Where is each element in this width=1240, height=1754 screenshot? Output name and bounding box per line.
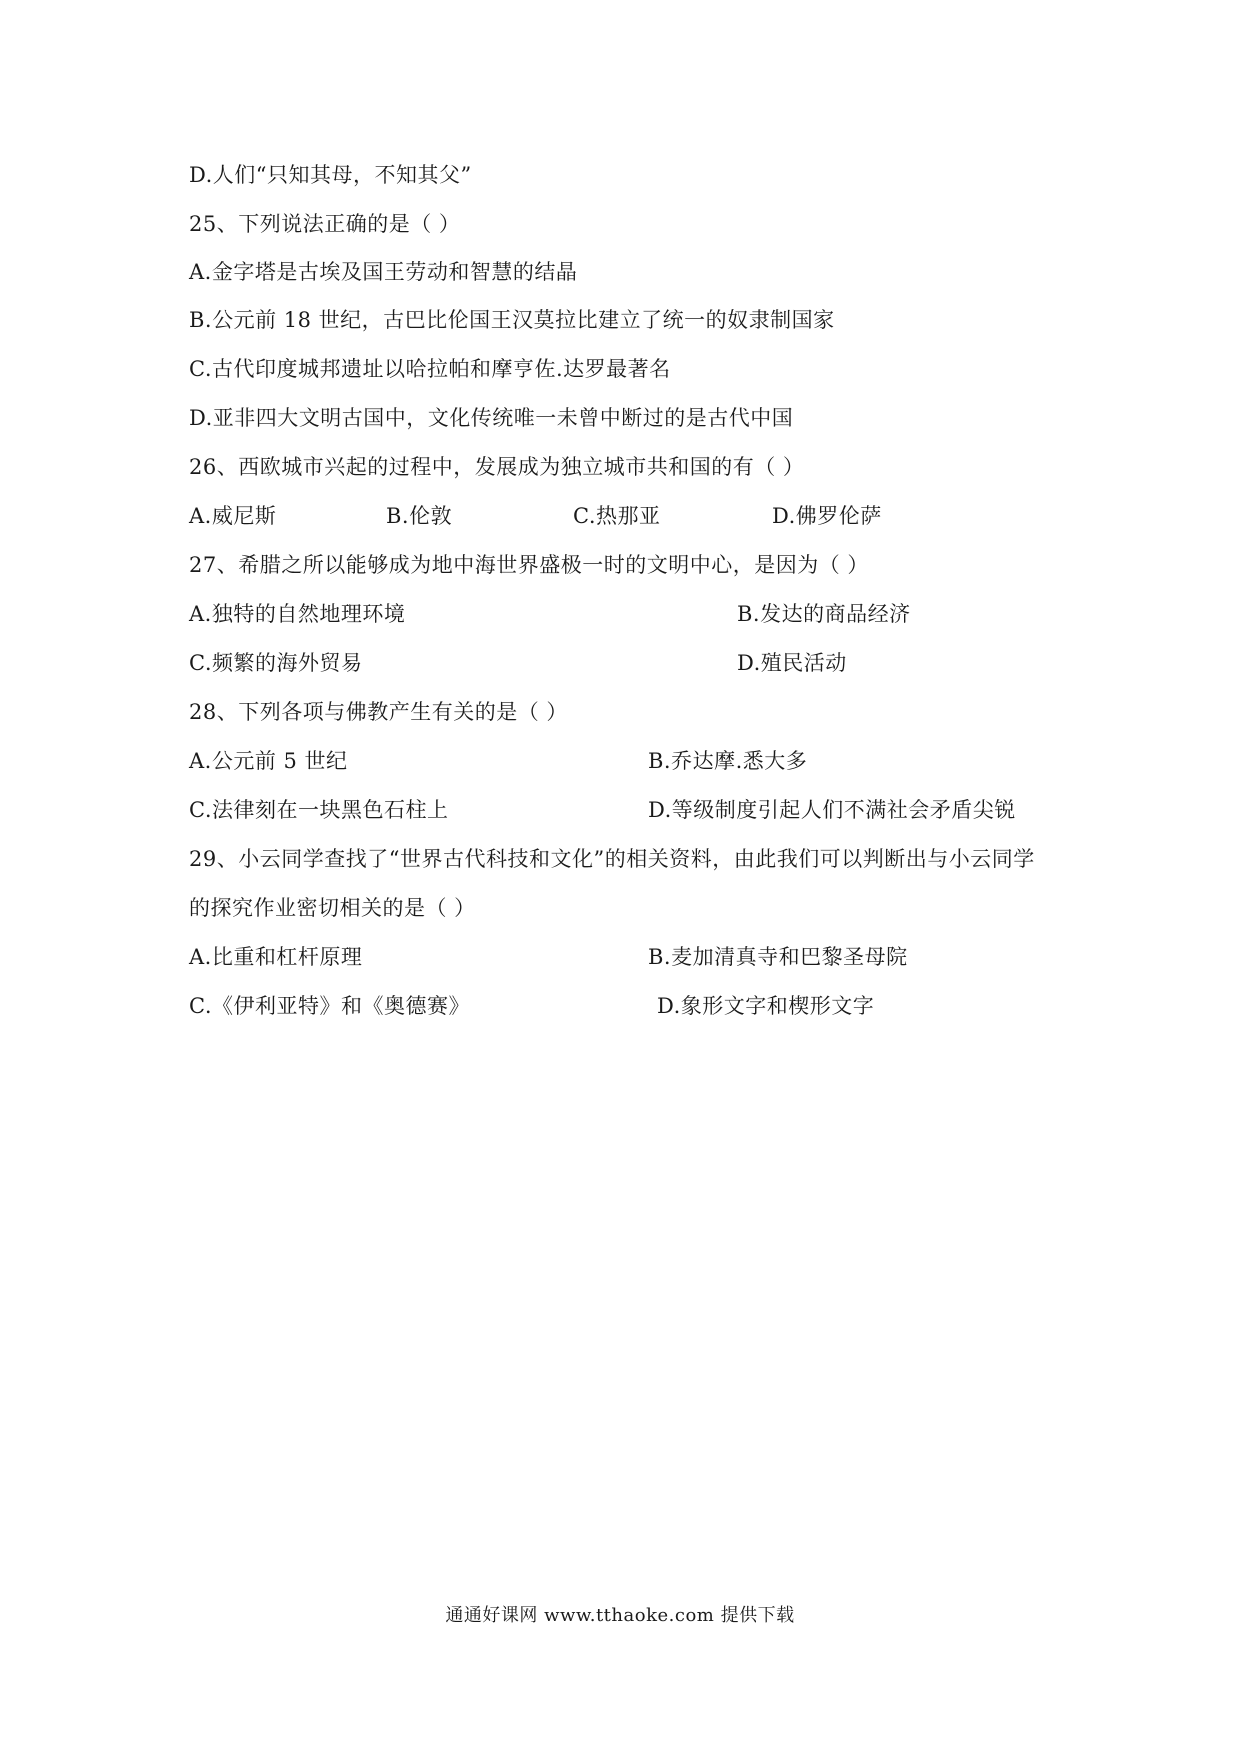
q26-option-b: B.伦敦 (386, 504, 453, 528)
q25-option-b: B.公元前 18 世纪，古巴比伦国王汉莫拉比建立了统一的奴隶制国家 (189, 308, 835, 332)
q27-option-b: B.发达的商品经济 (737, 602, 911, 626)
q29-option-d: D.象形文字和楔形文字 (657, 994, 875, 1018)
q29-option-c: C.《伊利亚特》和《奥德赛》 (189, 994, 470, 1018)
q27-option-a: A.独特的自然地理环境 (189, 602, 406, 626)
page-footer: 通通好课网 www.tthaoke.com 提供下载 (445, 1605, 795, 1626)
q26-option-c: C.热那亚 (573, 504, 661, 528)
q29-stem-line-1: 29、小云同学查找了“世界古代科技和文化”的相关资料，由此我们可以判断出与小云同学 (189, 847, 1035, 871)
q25-stem: 25、下列说法正确的是（ ） (189, 212, 461, 236)
q28-stem: 28、下列各项与佛教产生有关的是（ ） (189, 700, 568, 724)
q25-option-d: D.亚非四大文明古国中，文化传统唯一未曾中断过的是古代中国 (189, 406, 794, 430)
q28-option-c: C.法律刻在一块黑色石柱上 (189, 798, 449, 822)
q27-option-c: C.频繁的海外贸易 (189, 651, 363, 675)
q25-option-a: A.金字塔是古埃及国王劳动和智慧的结晶 (189, 260, 578, 284)
q27-option-d: D.殖民活动 (737, 651, 847, 675)
prev-question-option-d: D.人们“只知其母，不知其父” (189, 163, 472, 187)
q28-option-b: B.乔达摩.悉大多 (648, 749, 808, 773)
q25-option-c: C.古代印度城邦遗址以哈拉帕和摩亨佐.达罗最著名 (189, 357, 671, 381)
q26-option-d: D.佛罗伦萨 (772, 504, 882, 528)
q29-option-b: B.麦加清真寺和巴黎圣母院 (648, 945, 908, 969)
q26-stem: 26、西欧城市兴起的过程中，发展成为独立城市共和国的有（ ） (189, 455, 805, 479)
q27-stem: 27、希腊之所以能够成为地中海世界盛极一时的文明中心，是因为（ ） (189, 553, 869, 577)
q28-option-a: A.公元前 5 世纪 (189, 749, 348, 773)
q26-option-a: A.威尼斯 (189, 504, 277, 528)
q29-stem-line-2: 的探究作业密切相关的是（ ） (189, 896, 476, 920)
q29-option-a: A.比重和杠杆原理 (189, 945, 363, 969)
q28-option-d: D.等级制度引起人们不满社会矛盾尖锐 (648, 798, 1016, 822)
